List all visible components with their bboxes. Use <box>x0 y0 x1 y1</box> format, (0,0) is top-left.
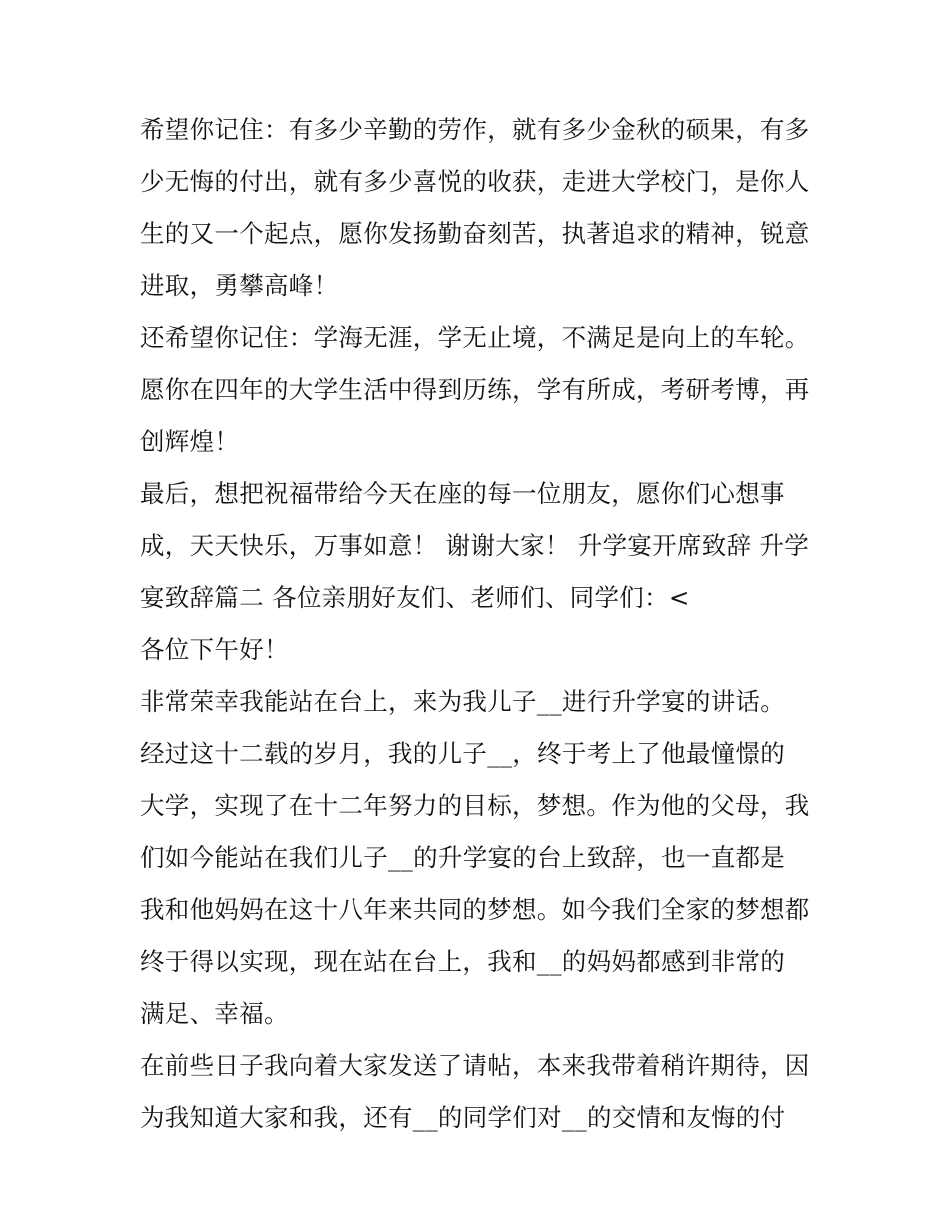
text-line: 成，天天快乐，万事如意！ 谢谢大家！ 升学宴开席致辞 升学 <box>140 531 810 560</box>
text-line: 满足、幸福。 <box>140 999 289 1028</box>
text-line: 还希望你记住：学海无涯，学无止境，不满足是向上的车轮。 <box>140 323 810 352</box>
text-line: 大学，实现了在十二年努力的目标，梦想。作为他的父母，我 <box>140 791 810 820</box>
text-line: 创辉煌！ <box>140 427 240 456</box>
text-line: 我和他妈妈在这十八年来共同的梦想。如今我们全家的梦想都 <box>140 895 810 924</box>
text-line: 经过这十二载的岁月，我的儿子__，终于考上了他最憧憬的 <box>140 739 786 768</box>
text-line: 少无悔的付出，就有多少喜悦的收获，走进大学校门，是你人 <box>140 167 810 196</box>
text-line: 生的又一个起点，愿你发扬勤奋刻苦，执著追求的精神，锐意 <box>140 219 810 248</box>
text-line: 为我知道大家和我，还有__的同学们对__的交情和友悔的付 <box>140 1103 786 1132</box>
text-line: 在前些日子我向着大家发送了请帖，本来我带着稍许期待，因 <box>140 1051 810 1080</box>
document-body <box>140 104 820 1144</box>
text-line: 终于得以实现，现在站在台上，我和__的妈妈都感到非常的 <box>140 947 786 976</box>
text-line: 们如今能站在我们儿子__的升学宴的台上致辞，也一直都是 <box>140 843 786 872</box>
text-line: 非常荣幸我能站在台上，来为我儿子__进行升学宴的讲话。 <box>140 687 786 716</box>
text-line: 愿你在四年的大学生活中得到历练，学有所成，考研考博，再 <box>140 375 810 404</box>
text-line: 最后，想把祝福带给今天在座的每一位朋友，愿你们心想事 <box>140 479 785 508</box>
text-line: 进取，勇攀高峰！ <box>140 271 339 300</box>
text-line: 各位下午好！ <box>140 635 289 664</box>
text-line: 希望你记住：有多少辛勤的劳作，就有多少金秋的硕果，有多 <box>140 115 810 144</box>
text-line: 宴致辞篇二 各位亲朋好友们、老师们、同学们：< <box>140 583 690 612</box>
